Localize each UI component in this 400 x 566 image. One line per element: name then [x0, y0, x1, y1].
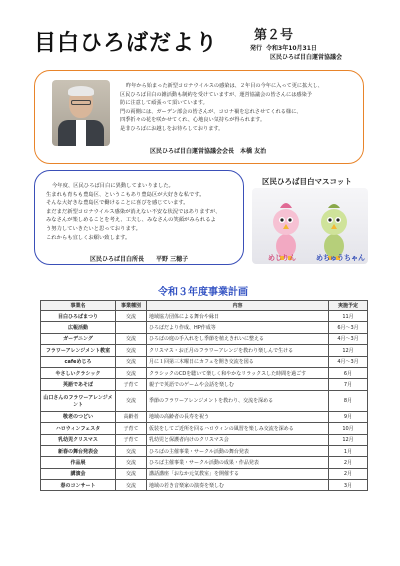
- mechuchan-figure: [321, 204, 347, 260]
- event-type: 交流: [116, 390, 147, 411]
- event-name: cafeめじろ: [41, 356, 116, 367]
- table-row: [41, 423, 368, 434]
- event-type: 子育て: [116, 423, 147, 434]
- event-content: クリスマス・お正月のフラワーアレンジを教わり楽しんで生ける: [147, 345, 329, 356]
- header-schedule: 実施予定: [329, 301, 368, 311]
- table-row: [41, 333, 368, 344]
- table-row: [41, 445, 368, 456]
- event-type: 交流: [116, 333, 147, 344]
- event-name: 英語であそぼ: [41, 379, 116, 390]
- chairman-photo: [52, 80, 110, 146]
- event-schedule: 12月: [329, 345, 368, 356]
- event-schedule: 2月: [329, 457, 368, 468]
- event-schedule: 6月～3月: [329, 322, 368, 333]
- newsletter-title: 目白ひろばだより: [34, 31, 219, 56]
- event-name: 春のコンサート: [41, 480, 116, 491]
- event-schedule: 1月: [329, 445, 368, 456]
- event-name: 山口さんのフラワーアレンジメント: [41, 390, 116, 411]
- table-row: [41, 390, 368, 411]
- issued-date: 令和3年10月31日: [266, 45, 317, 52]
- message-line: 門の両側には、ガーデン部会の皆さんが、コロナ禍を忘れさせてくれる様に、: [120, 108, 302, 115]
- event-content: 乳幼児と保護者向けのクリスマス会: [147, 434, 329, 445]
- table-row: [41, 457, 368, 468]
- event-schedule: 10月: [329, 423, 368, 434]
- table-row: [41, 379, 368, 390]
- message-line: 四季折々の花を咲かせてくれ、心地良い気持ちが得られます。: [120, 117, 266, 124]
- event-type: 交流: [116, 480, 147, 491]
- table-row: [41, 322, 368, 333]
- event-content: 講話講座「おなか元気教室」を開催する: [147, 468, 329, 479]
- header-type: 事業種別: [116, 301, 147, 311]
- message-line: 生まれも育ちも豊島区、というこもあり豊島区が大好きな私です。: [46, 191, 205, 198]
- message-line: まだまだ新型コロナウイルス感染が消えない不安な状況ではありますが、: [46, 208, 221, 215]
- event-type: 交流: [116, 356, 147, 367]
- issue-number: 第２号: [254, 28, 294, 43]
- plan-table: [40, 300, 368, 491]
- mascot-name-mejirin: めじりん: [268, 254, 296, 262]
- event-type: 交流: [116, 468, 147, 479]
- event-schedule: 2月: [329, 468, 368, 479]
- event-content: 地域の若き音楽家の演奏を楽しむ: [147, 480, 329, 491]
- event-schedule: 9月: [329, 411, 368, 422]
- event-name: フラワーアレンジメント教室: [41, 345, 116, 356]
- message-line: これからも宜しくお願い致します。: [46, 234, 131, 241]
- mascot-title: 区民ひろば目白マスコット: [262, 177, 352, 186]
- event-schedule: 11月: [329, 311, 368, 322]
- event-content: ひろばだより作成、HP作成等: [147, 322, 329, 333]
- message-line: 区民ひろば目白の雑活動も制約を受けていますが、運営協議会の皆さんには感染予: [120, 91, 312, 98]
- event-type: [116, 322, 147, 333]
- event-content: 親子で英語でのゲームや会話を楽しむ: [147, 379, 329, 390]
- message-line: う努力していきたいと思っております。: [46, 225, 141, 232]
- event-name: 作品展: [41, 457, 116, 468]
- event-name: 新春の舞台発表会: [41, 445, 116, 456]
- director-signature: 区民ひろば目白所長 平野 三穂子: [90, 256, 189, 263]
- message-line: 是非ひろばにお越しをお待ちしております。: [120, 125, 224, 132]
- table-row: [41, 480, 368, 491]
- event-schedule: 4月～3月: [329, 356, 368, 367]
- table-row: [41, 356, 368, 367]
- table-row: [41, 311, 368, 322]
- event-schedule: 8月: [329, 390, 368, 411]
- event-name: 広報活動: [41, 322, 116, 333]
- plan-header-row: [41, 301, 368, 311]
- header-event: 事業名: [41, 301, 116, 311]
- event-content: 仮装をしてご近所を回るハロウィンの風習を楽しみ交流を深める: [147, 423, 329, 434]
- chairman-message: [120, 82, 356, 134]
- event-name: 敬老のつどい: [41, 411, 116, 422]
- publisher: 区民ひろば目白運営協議会: [270, 54, 343, 61]
- table-row: [41, 411, 368, 422]
- event-type: 高齢者: [116, 411, 147, 422]
- event-type: 交流: [116, 457, 147, 468]
- event-content: ひろばの主催事業・サークル活動の舞台発表: [147, 445, 329, 456]
- event-type: 交流: [116, 311, 147, 322]
- chairman-signature: 区民ひろば目白運営協議会会長 本橋 友治: [150, 148, 267, 155]
- table-row: [41, 468, 368, 479]
- event-content: 地域の高齢者の長寿を祝う: [147, 411, 329, 422]
- issued-label: 発行: [250, 45, 263, 52]
- event-content: 地域協力団体による舞台や縁日: [147, 311, 329, 322]
- event-schedule: 4月～3月: [329, 333, 368, 344]
- message-line: そんな大好きな豊島区で働けることに喜びを感じています。: [46, 200, 189, 207]
- event-type: 子育て: [116, 379, 147, 390]
- event-schedule: 7月: [329, 379, 368, 390]
- event-content: ひろばの庭の手入れをし季節を植えきれいに整える: [147, 333, 329, 344]
- table-row: [41, 367, 368, 378]
- message-line: みなさんが楽しめることを考え、工夫し、みなさんの笑顔がみられるよ: [46, 217, 216, 224]
- table-row: [41, 434, 368, 445]
- message-line: 昨年から始まった新型コロナウイルスの感染は、２年目の今年に入って更に拡大し、: [126, 83, 323, 89]
- director-message: [46, 182, 238, 242]
- event-type: 交流: [116, 345, 147, 356]
- event-name: ハロウィンフェスタ: [41, 423, 116, 434]
- publication-info: [250, 44, 346, 62]
- plan-title: 令和３年度事業計画: [158, 287, 248, 298]
- event-name: 乳幼児クリスマス: [41, 434, 116, 445]
- event-name: ガーデニング: [41, 333, 116, 344]
- event-name: やさしいクラシック: [41, 367, 116, 378]
- event-content: ひろば主催事業・サークル活動の成果・作品発表: [147, 457, 329, 468]
- message-line: 防に注意して頑張って頂いています。: [120, 100, 208, 107]
- event-content: クラシックのCDを聴いて楽しく和やかなリラックスした時間を過ごす: [147, 367, 329, 378]
- event-schedule: 12月: [329, 434, 368, 445]
- event-content: 季節のフラワーアレンジメントを教わり、交流を深める: [147, 390, 329, 411]
- header-content: 内容: [147, 301, 329, 311]
- event-schedule: 6月: [329, 367, 368, 378]
- message-line: 今年度、区民ひろば目白に異動してまいりました。: [52, 183, 174, 189]
- table-row: [41, 345, 368, 356]
- event-content: 月に１回第三木曜日にカフェを開き交流を図る: [147, 356, 329, 367]
- event-schedule: 3月: [329, 480, 368, 491]
- event-type: 交流: [116, 367, 147, 378]
- mascot-name-mechuchan: めちゅうちゃん: [316, 254, 365, 262]
- event-type: 交流: [116, 445, 147, 456]
- mejirin-figure: [273, 203, 299, 260]
- event-name: 講演会: [41, 468, 116, 479]
- event-name: 目白ひろばまつり: [41, 311, 116, 322]
- event-type: 子育て: [116, 434, 147, 445]
